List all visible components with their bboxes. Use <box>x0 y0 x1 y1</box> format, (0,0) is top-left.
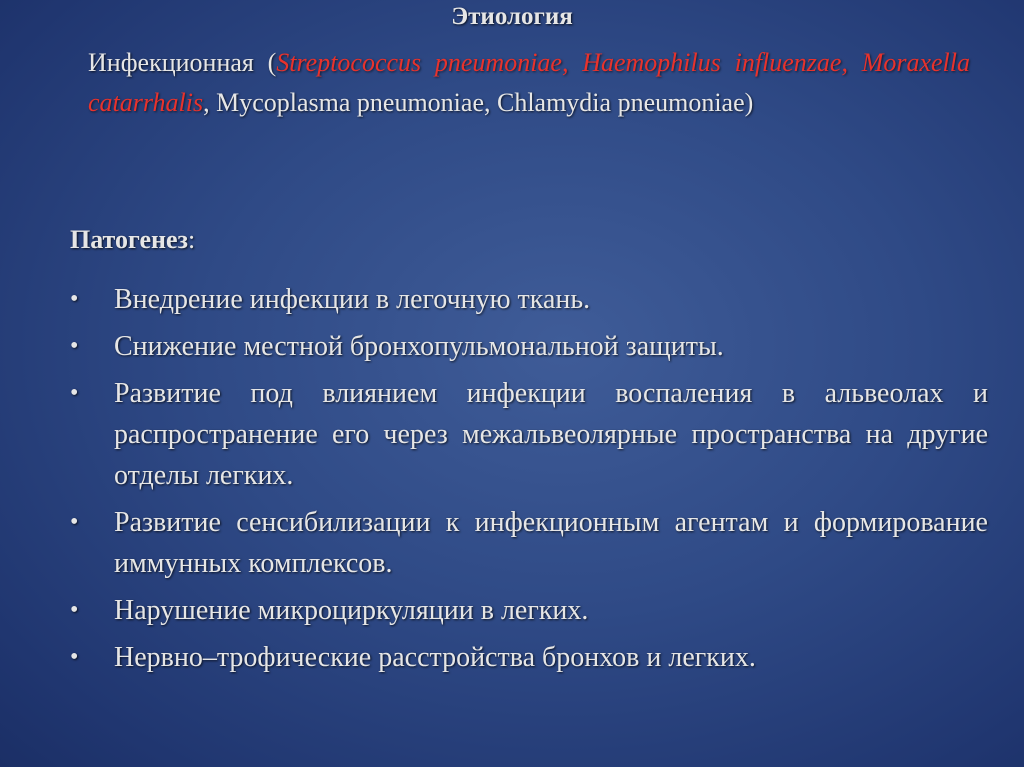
pathogenesis-colon: : <box>187 225 196 254</box>
list-item-text: Снижение местной бронхопульмональной защиты. <box>114 331 724 362</box>
list-item-text: Нервно–трофические расстройства бронхов и легких. <box>114 642 756 673</box>
pathogenesis-heading-text: Патогенез <box>70 225 188 254</box>
list-item-text: Внедрение инфекции в легочную ткань. <box>114 284 591 315</box>
open-paren: ( <box>267 48 277 77</box>
bullet-icon: • <box>70 286 79 312</box>
pathogenesis-heading <box>70 225 195 255</box>
bullet-icon: • <box>70 597 79 623</box>
etiology-infectious-label: Инфекционная <box>88 48 254 77</box>
bullet-icon: • <box>70 644 79 670</box>
etiology-title: Этиология <box>451 3 573 30</box>
list-item-text: Развитие под влиянием инфекции воспаления в альвеолах и распространение его через межальвеолярные пространства на другие отделы легких. <box>114 378 988 491</box>
bullet-icon: • <box>70 509 79 535</box>
close-paren: ) <box>744 88 754 117</box>
list-item <box>70 373 988 496</box>
list-item <box>70 637 988 678</box>
list-item <box>70 326 988 367</box>
etiology-paragraph <box>88 43 970 123</box>
list-item-text: Нарушение микроциркуляции в легких. <box>114 595 589 626</box>
list-item <box>70 279 988 320</box>
bacteria-list: Streptococcus pneumoniae, Haemophilus influenzae, Moraxella catarrhalis <box>88 48 970 117</box>
bullet-icon: • <box>70 333 79 359</box>
list-item <box>70 502 988 584</box>
bullet-icon: • <box>70 380 79 406</box>
etiology-rest: , Mycoplasma pneumoniae, Chlamydia pneumoniae <box>203 88 745 117</box>
list-item <box>70 590 988 631</box>
pathogenesis-list <box>70 279 988 684</box>
list-item-text: Развитие сенсибилизации к инфекционным агентам и формирование иммунных комплексов. <box>114 507 988 579</box>
